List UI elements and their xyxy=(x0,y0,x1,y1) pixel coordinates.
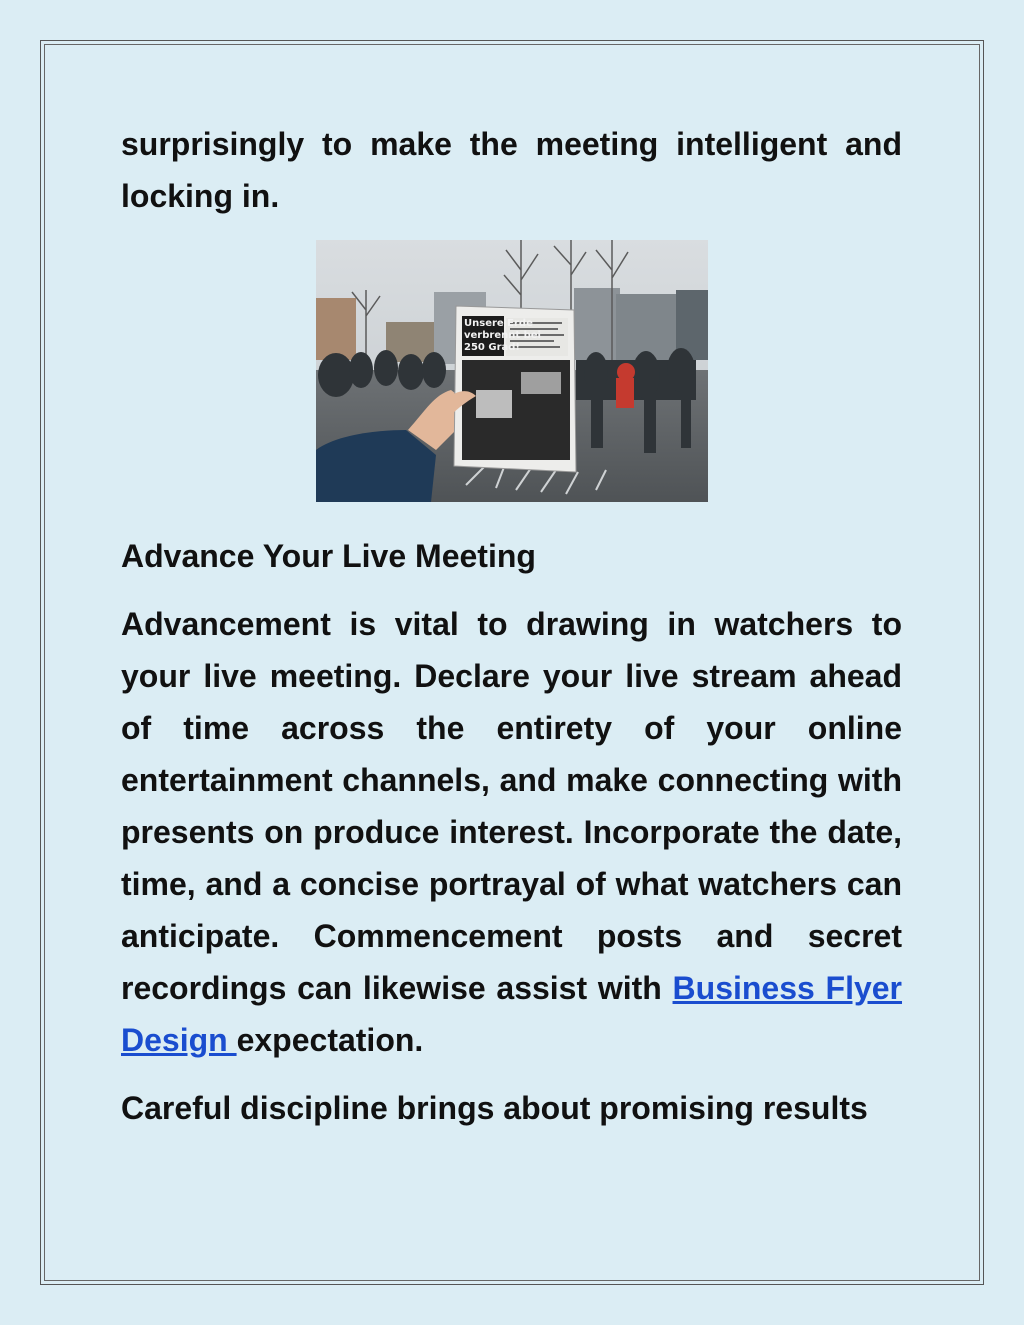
body-text-before-link: Advancement is vital to drawing in watchers to your live meeting. Declare your live stream ahead of time across the entirety of your online entertainment channels, and make connecting with presents on produce interest. Incorporate the date, time, and a concise portrayal of what watchers can anticipate. Commencement posts and secret recordings can likewise assist with xyxy=(121,606,902,1006)
business-flyer-design-link[interactable]: Business Flyer Design xyxy=(121,970,903,1058)
document-content xyxy=(121,118,902,1134)
closing-paragraph: Careful discipline brings about promising results xyxy=(121,1090,868,1126)
sign-headline-line3: 250 Grad! xyxy=(463,342,520,353)
protest-photo xyxy=(316,240,708,502)
section-heading: Advance Your Live Meeting xyxy=(121,538,536,574)
sign-headline-line1: Unsere Erde xyxy=(463,318,533,329)
body-paragraph xyxy=(121,598,902,1066)
photo-container xyxy=(121,240,902,502)
body-text-after-link: expectation. xyxy=(236,1022,424,1058)
sign-headline-line2: verbrennt bei xyxy=(463,330,541,341)
intro-paragraph: surprisingly to make the meeting intelligent and locking in. xyxy=(121,126,902,214)
